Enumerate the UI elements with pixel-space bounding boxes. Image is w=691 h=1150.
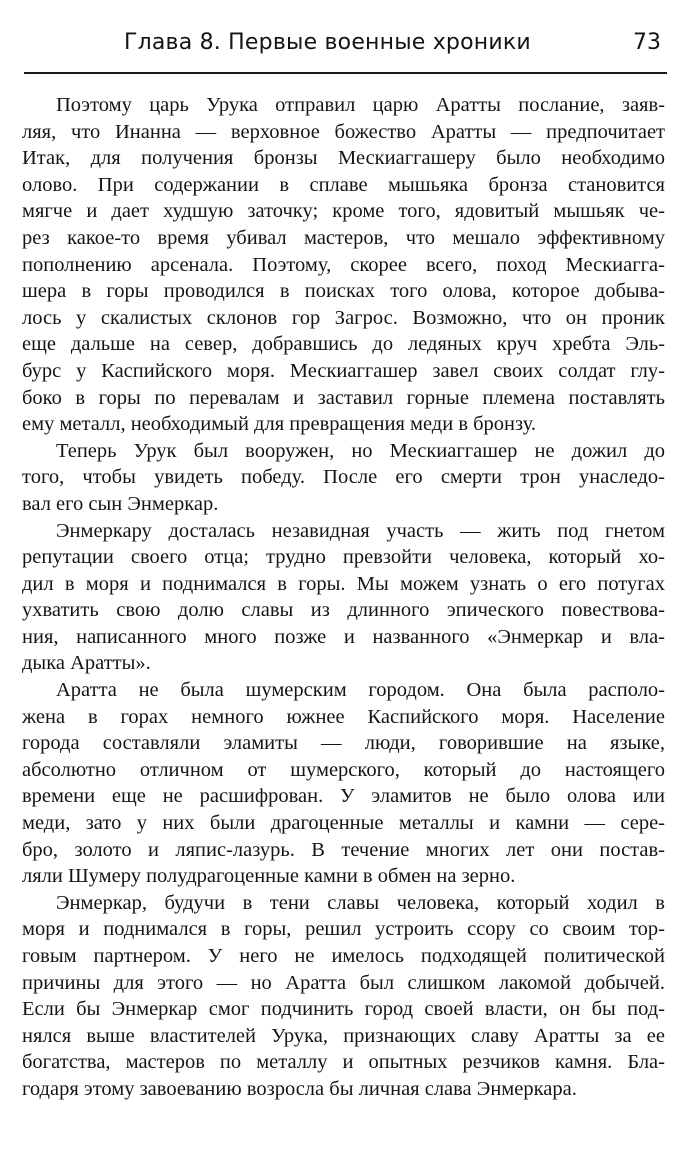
text-line: боко в горы по перевалам и заставил горные племена поставлять [22,386,665,409]
paragraph [22,518,665,678]
text-line: ляя, что Инанна — верховное божество Аратты — предпочитает [22,120,665,143]
text-line: рез какое-то время убивал мастеров, что мешало эффективному [22,226,665,249]
paragraph [22,92,665,438]
text-line: того, чтобы увидеть победу. После его смерти трон унаследо- [22,466,665,489]
page-number: 73 [633,30,661,55]
text-line: репутации своего отца; трудно превзойти человека, который хо- [22,546,665,569]
text-line: вал его сын Энмеркар. [22,492,219,515]
text-line: ухватить свою долю славы из длинного эпического повествова- [22,599,665,622]
text-line: Поэтому царь Урука отправил царю Аратты послание, заяв- [56,94,665,116]
text-line: абсолютно отличном от шумерского, который до настоящего [22,758,665,781]
paragraph [22,438,665,518]
paragraph [22,677,665,890]
text-line: Аратта не была шумерским городом. Она была располо- [56,679,665,702]
text-line: причины для этого — но Аратта был слишком лакомой добычей. [22,971,665,994]
text-line: Энмеркар, будучи в тени славы человека, который ходил в [56,891,665,914]
text-line: бурс у Каспийского моря. Мескиаггашер завел своих солдат глу- [22,359,665,382]
text-line: лось у скалистых склонов гор Загрос. Возможно, что он проник [22,306,665,329]
text-line: ния, написанного много позже и названного «Энмеркар и вла- [22,625,665,648]
text-line: богатства, мастеров по металлу и опытных резчиков камня. Бла- [22,1051,665,1074]
text-line: меди, зато у них были драгоценные металлы и камни — сере- [22,812,665,835]
body-text [22,92,665,1103]
text-line: бро, золото и ляпис-лазурь. В течение многих лет они постав- [22,838,665,861]
text-line: ляли Шумеру полудрагоценные камни в обмен на зерно. [22,865,516,888]
text-line: жена в горах немного южнее Каспийского моря. Население [22,705,665,728]
text-line: Если бы Энмеркар смог подчинить город своей власти, он бы под- [22,998,665,1021]
running-header [24,26,667,74]
text-line: Итак, для получения бронзы Мескиаггашеру было необходимо [22,147,665,170]
text-line: пополнению арсенала. Поэтому, скорее всего, поход Мескиагга- [22,253,665,276]
text-line: города составляли эламиты — люди, говорившие на языке, [22,732,665,755]
text-line: дыка Аратты». [22,652,151,675]
chapter-title: Глава 8. Первые военные хроники [124,30,531,55]
paragraph [22,890,665,1103]
text-line: времени еще не расшифрован. У эламитов не было олова или [22,785,665,808]
text-line: ему металл, необходимый для превращения меди в бронзу. [22,413,537,436]
text-line: Энмеркару досталась незавидная участь — жить под гнетом [56,519,665,542]
text-line: говым партнером. У него не имелось подходящей политической [22,945,665,967]
text-line: моря и поднимался в горы, решил устроить ссору со своим тор- [22,918,665,941]
text-line: нялся выше властителей Урука, признающих славу Аратты за ее [22,1024,665,1047]
text-line: дил в моря и поднимался в горы. Мы можем узнать о его потугах [22,572,665,595]
text-line: олово. При содержании в сплаве мышьяка бронза становится [22,173,665,196]
text-line: мягче и дает худшую заточку; кроме того, ядовитый мышьяк че- [22,200,665,223]
text-line: еще дальше на север, добравшись до ледяных круч хребта Эль- [22,333,665,356]
text-line: шера в горы проводился в поисках того олова, которое добыва- [22,280,665,303]
text-line: Теперь Урук был вооружен, но Мескиаггашер не дожил до [56,439,665,462]
text-line: годаря этому завоеванию возросла бы личная слава Энмеркара. [22,1077,577,1100]
